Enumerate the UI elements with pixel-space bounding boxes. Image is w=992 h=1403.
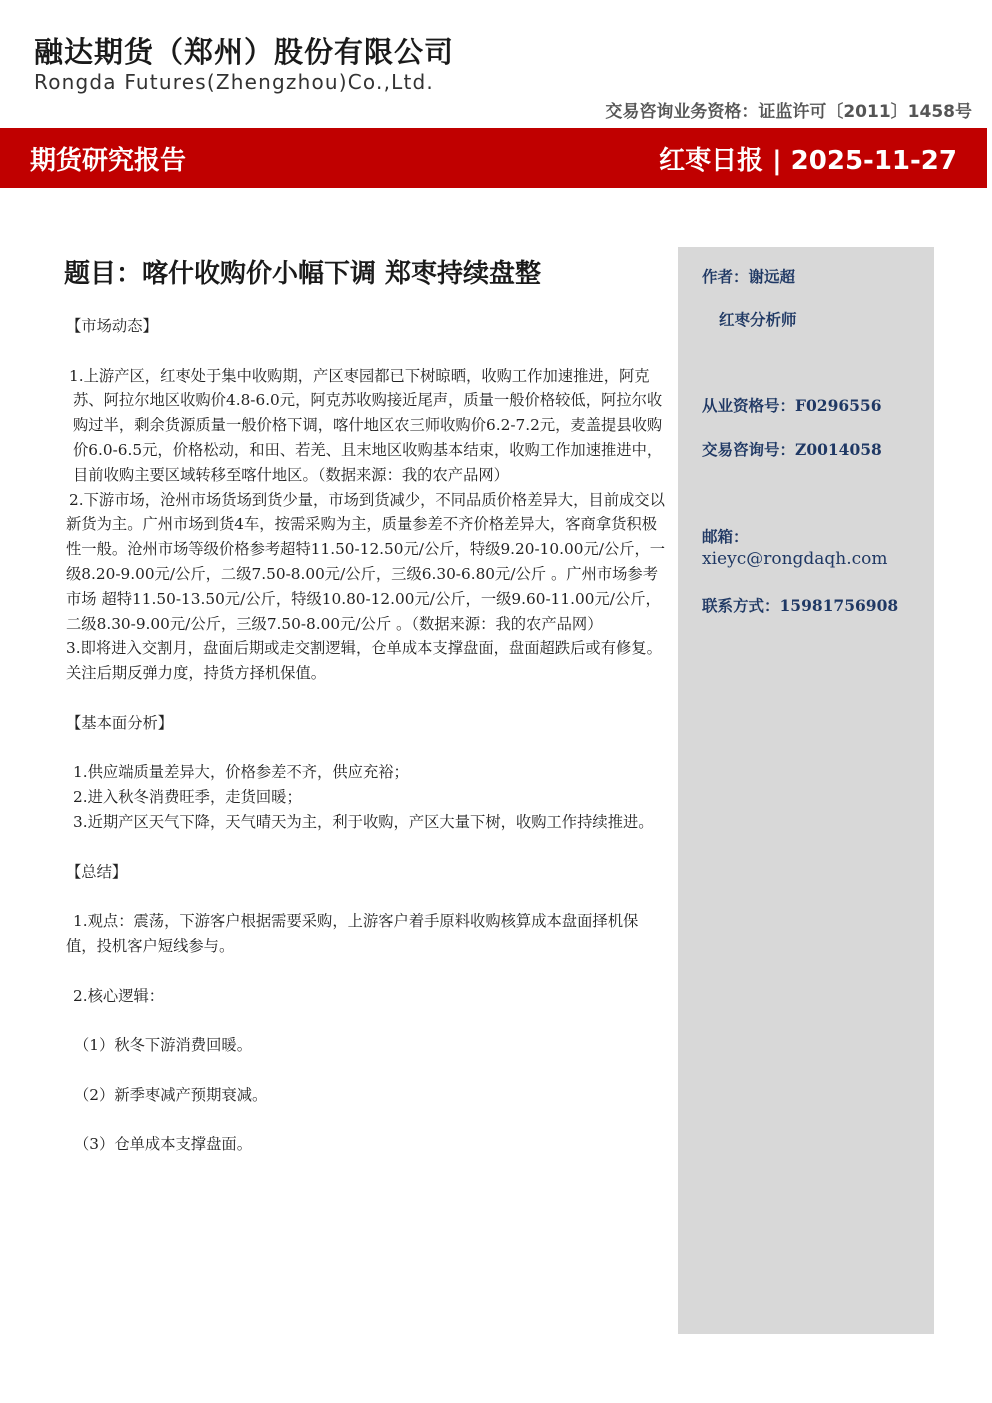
- fundamental-point-2: 2.进入秋冬消费旺季，走货回暖；: [73, 788, 302, 807]
- market-paragraph-3: 3.即将进入交割月，盘面后期或走交割逻辑，仓单成本支撑盘面，盘面超跌后或有修复。关注后期反弹力度，持货方择机保值。: [66, 639, 662, 683]
- summary-point-2: 2.核心逻辑：: [73, 986, 165, 1005]
- core-logic-1: （1）秋冬下游消费回暖。: [74, 1036, 252, 1055]
- report-banner: [0, 128, 987, 188]
- license-info: 交易咨询业务资格：证监许可〔2011〕1458号: [605, 102, 972, 122]
- company-name-cn: 融达期货（郑州）股份有限公司: [34, 35, 455, 69]
- market-paragraph-2: 2.下游市场，沧州市场货场到货少量，市场到货减少，不同品质价格差异大，目前成交以新货为主。广州市场到货4车，按需采购为主，质量参差不齐价格差异大，客商拿货积极性一般。沧州市场等级价格参考超特11.50-12.50元/公斤，特级9.20-10.00元/公斤，一级8.20-9.00元/公斤，二级7.50-8.00元/公斤，三级6.30-6.80元/公斤 。广州市场参考市场 超特11.50-13.50元/公斤，特级10.80-12.00元/公斤，一级9.60-11.00元/公斤，二级8.30-9.00元/公斤，三级7.50-8.00元/公斤 。（数据来源：我的农产品网）: [66, 490, 666, 633]
- market-paragraph-1: 1.上游产区，红枣处于集中收购期，产区枣园都已下树晾晒，收购工作加速推进，阿克苏、阿拉尔地区收购价4.8-6.0元，阿克苏收购接近尾声，质量一般价格较低，阿拉尔收购过半，剩余货源质量一般价格下调，喀什地区农三师收购价6.2-7.2元，麦盖提县收购价6.0-6.5元，价格松动，和田、若羌、且末地区收购基本结束，收购工作加速推进中，目前收购主要区域转移至喀什地区。（数据来源：我的农产品网）: [69, 366, 663, 484]
- fundamental-point-3: 3.近期产区天气下降，天气晴天为主，利于收购，产区大量下树，收购工作持续推进。: [73, 812, 654, 831]
- fundamental-heading: 【基本面分析】: [66, 713, 174, 732]
- core-logic-3: （3）仓单成本支撑盘面。: [74, 1135, 252, 1154]
- core-logic-2: （2）新季枣减产预期衰减。: [74, 1085, 268, 1104]
- summary-heading: 【总结】: [66, 862, 128, 881]
- company-name-en: Rongda Futures(Zhengzhou)Co.,Ltd.: [34, 70, 434, 94]
- report-body: [66, 314, 666, 1157]
- summary-point-1: 1.观点：震荡，下游客户根据需要采购，上游客户着手原料收购核算成本盘面择机保值，投机客户短线参与。: [66, 912, 639, 955]
- report-type: 期货研究报告: [30, 146, 187, 176]
- qualification-number: 从业资格号：F0296556: [702, 396, 882, 415]
- consult-number: 交易咨询号：Z0014058: [702, 440, 882, 459]
- market-heading: 【市场动态】: [66, 317, 158, 335]
- author-sidebar: [678, 247, 934, 1334]
- report-date: 红枣日报 | 2025-11-27: [659, 146, 957, 176]
- fundamental-point-1: 1.供应端质量差异大，价格参差不齐，供应充裕；: [73, 763, 409, 782]
- email-link[interactable]: xieyc@rongdaqh.com: [702, 549, 888, 569]
- contact-phone: 联系方式：15981756908: [702, 596, 899, 615]
- email-label: 邮箱：: [702, 527, 749, 546]
- author-role: 红枣分析师: [719, 310, 797, 329]
- report-title: 题目：喀什收购价小幅下调 郑枣持续盘整: [64, 259, 542, 289]
- author-name: 作者：谢远超: [702, 267, 796, 286]
